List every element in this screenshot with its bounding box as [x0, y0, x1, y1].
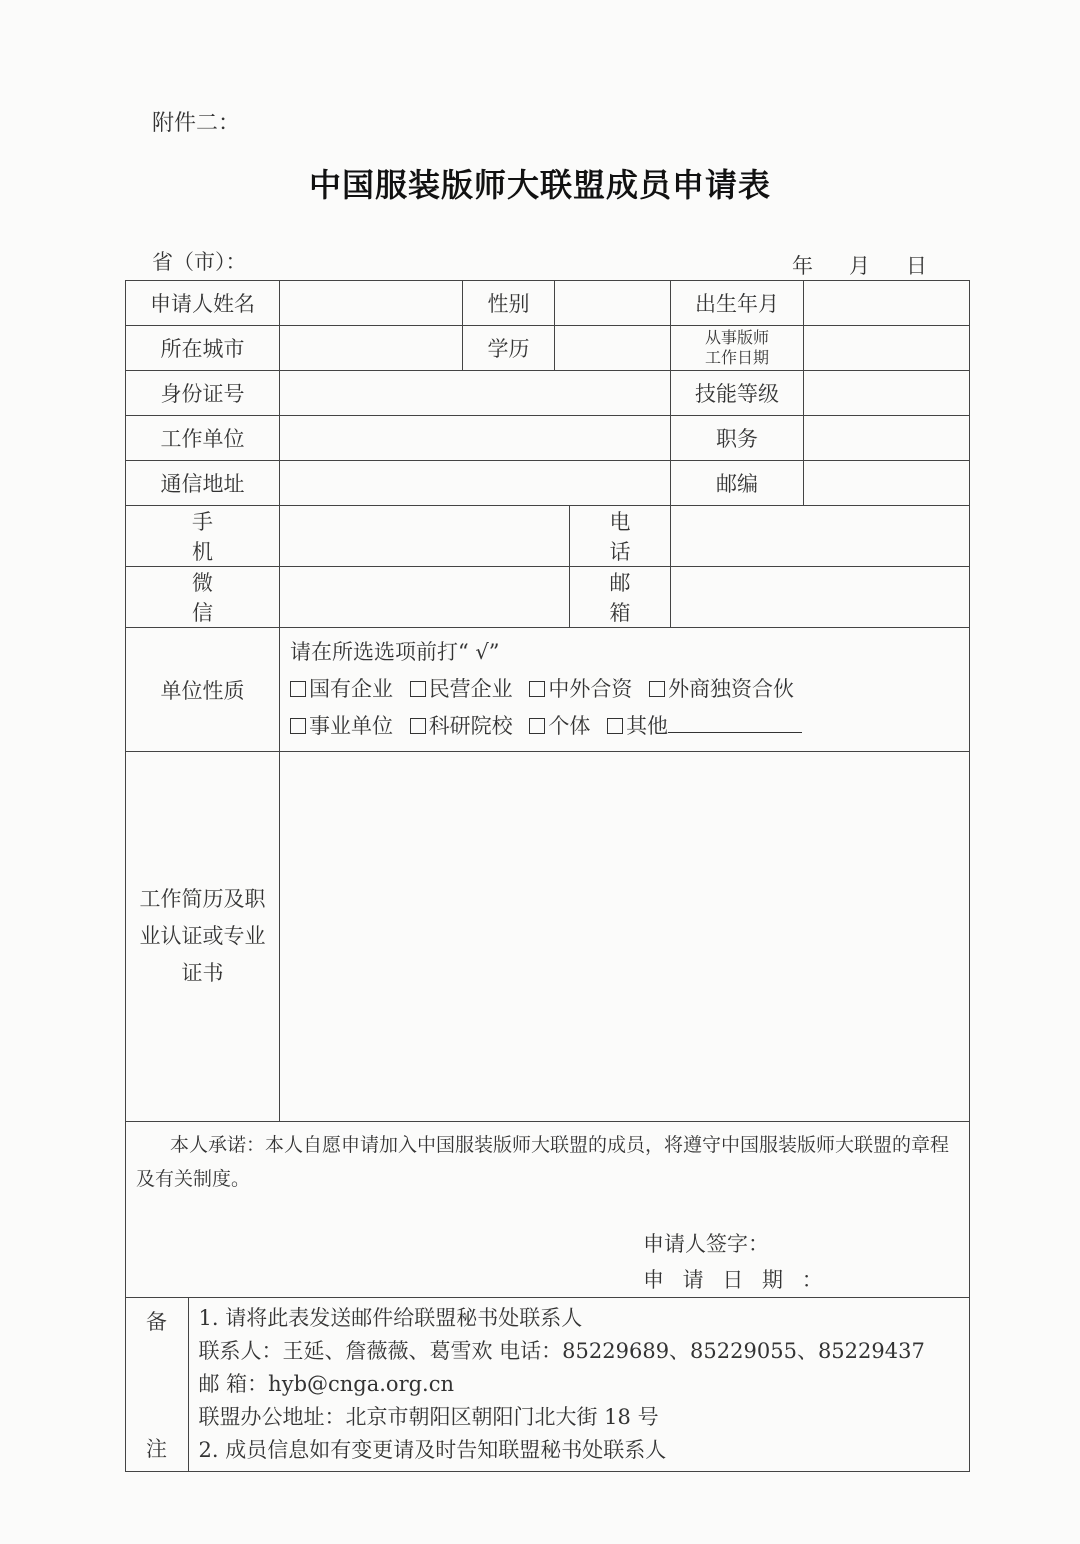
checkbox-icon[interactable] [410, 681, 426, 697]
field-wechat[interactable] [280, 567, 570, 628]
attachment-label: 附件二： [152, 111, 241, 136]
field-education[interactable] [555, 326, 671, 371]
label-unit-nature: 单位性质 [126, 628, 280, 752]
checkbox-icon[interactable] [290, 718, 306, 734]
field-address[interactable] [280, 461, 671, 506]
date-header [792, 250, 927, 280]
options-row-2 [290, 708, 959, 745]
field-work-start[interactable] [804, 326, 970, 371]
checkbox-icon[interactable] [529, 681, 545, 697]
checkbox-icon[interactable] [607, 718, 623, 734]
label-email: 邮箱 [570, 567, 671, 628]
label-education: 学历 [463, 326, 555, 371]
notes-section [126, 1298, 970, 1472]
checkbox-icon[interactable] [649, 681, 665, 697]
field-employer[interactable] [280, 416, 671, 461]
label-employer: 工作单位 [126, 416, 280, 461]
field-birth[interactable] [804, 281, 970, 326]
notes-content [188, 1298, 969, 1471]
option-joint-venture[interactable]: 中外合资 [529, 677, 632, 701]
note-line-5: 2. 成员信息如有变更请及时告知联盟秘书处联系人 [198, 1438, 667, 1462]
option-state-owned[interactable]: 国有企业 [290, 677, 393, 701]
label-postcode: 邮编 [671, 461, 804, 506]
label-birth: 出生年月 [671, 281, 804, 326]
field-email[interactable] [671, 567, 970, 628]
label-resume: 工作简历及职业认证或专业证书 [126, 752, 280, 1122]
signature-label: 申请人签字： [643, 1232, 769, 1256]
signature-block [643, 1226, 829, 1298]
date-day: 日 [906, 254, 927, 278]
field-id-number[interactable] [280, 371, 671, 416]
option-private[interactable]: 民营企业 [410, 677, 513, 701]
label-phone: 电话 [570, 506, 671, 567]
field-city[interactable] [280, 326, 463, 371]
label-work-start [671, 326, 804, 371]
note-line-2: 联系人：王延、詹薇薇、葛雪欢 电话：85229689、85229055、85229437 [198, 1339, 925, 1363]
field-postcode[interactable] [804, 461, 970, 506]
apply-date-label: 申 请 日 期 ： [643, 1268, 829, 1292]
field-applicant-name[interactable] [280, 281, 463, 326]
field-skill-level[interactable] [804, 371, 970, 416]
option-public-institution[interactable]: 事业单位 [290, 714, 393, 738]
notes-label-bottom: 注 [146, 1437, 167, 1461]
label-id-number: 身份证号 [126, 371, 280, 416]
note-line-3: 邮 箱：hyb@cnga.org.cn [198, 1372, 455, 1396]
checkbox-icon[interactable] [529, 718, 545, 734]
field-resume[interactable] [280, 752, 970, 1122]
label-position: 职务 [671, 416, 804, 461]
checkbox-icon[interactable] [410, 718, 426, 734]
label-address: 通信地址 [126, 461, 280, 506]
promise-section [126, 1122, 970, 1298]
nature-instruction: 请在所选选项前打“ √” [290, 640, 500, 664]
label-applicant-name: 申请人姓名 [126, 281, 280, 326]
label-work-start-line2: 工作日期 [704, 348, 769, 367]
notes-label-top: 备 [146, 1310, 167, 1334]
option-research-school[interactable]: 科研院校 [410, 714, 513, 738]
label-gender: 性别 [463, 281, 555, 326]
notes-label [126, 1298, 188, 1471]
label-city: 所在城市 [126, 326, 280, 371]
note-line-1: 1. 请将此表发送邮件给联盟秘书处联系人 [198, 1306, 583, 1330]
promise-text: 本人承诺：本人自愿申请加入中国服装版师大联盟的成员，将遵守中国服装版师大联盟的章程及有关制度。 [136, 1134, 950, 1190]
date-year: 年 [792, 254, 813, 278]
application-table [125, 280, 970, 1472]
form-title: 中国服装版师大联盟成员申请表 [308, 166, 771, 204]
options-row-1 [290, 671, 959, 708]
province-label: 省（市）： [152, 250, 247, 274]
note-line-4: 联盟办公地址：北京市朝阳区朝阳门北大街 18 号 [198, 1405, 659, 1429]
option-other[interactable]: 其他 [607, 714, 802, 738]
unit-nature-options [280, 628, 970, 752]
field-position[interactable] [804, 416, 970, 461]
label-mobile: 手机 [126, 506, 280, 567]
field-phone[interactable] [671, 506, 970, 567]
field-mobile[interactable] [280, 506, 570, 567]
other-blank-line[interactable] [668, 714, 802, 733]
date-month: 月 [849, 254, 870, 278]
field-gender[interactable] [555, 281, 671, 326]
checkbox-icon[interactable] [290, 681, 306, 697]
label-work-start-line1: 从事版师 [704, 328, 769, 347]
label-wechat: 微信 [126, 567, 280, 628]
option-individual[interactable]: 个体 [529, 714, 590, 738]
label-skill-level: 技能等级 [671, 371, 804, 416]
option-foreign-owned[interactable]: 外商独资合伙 [649, 677, 794, 701]
